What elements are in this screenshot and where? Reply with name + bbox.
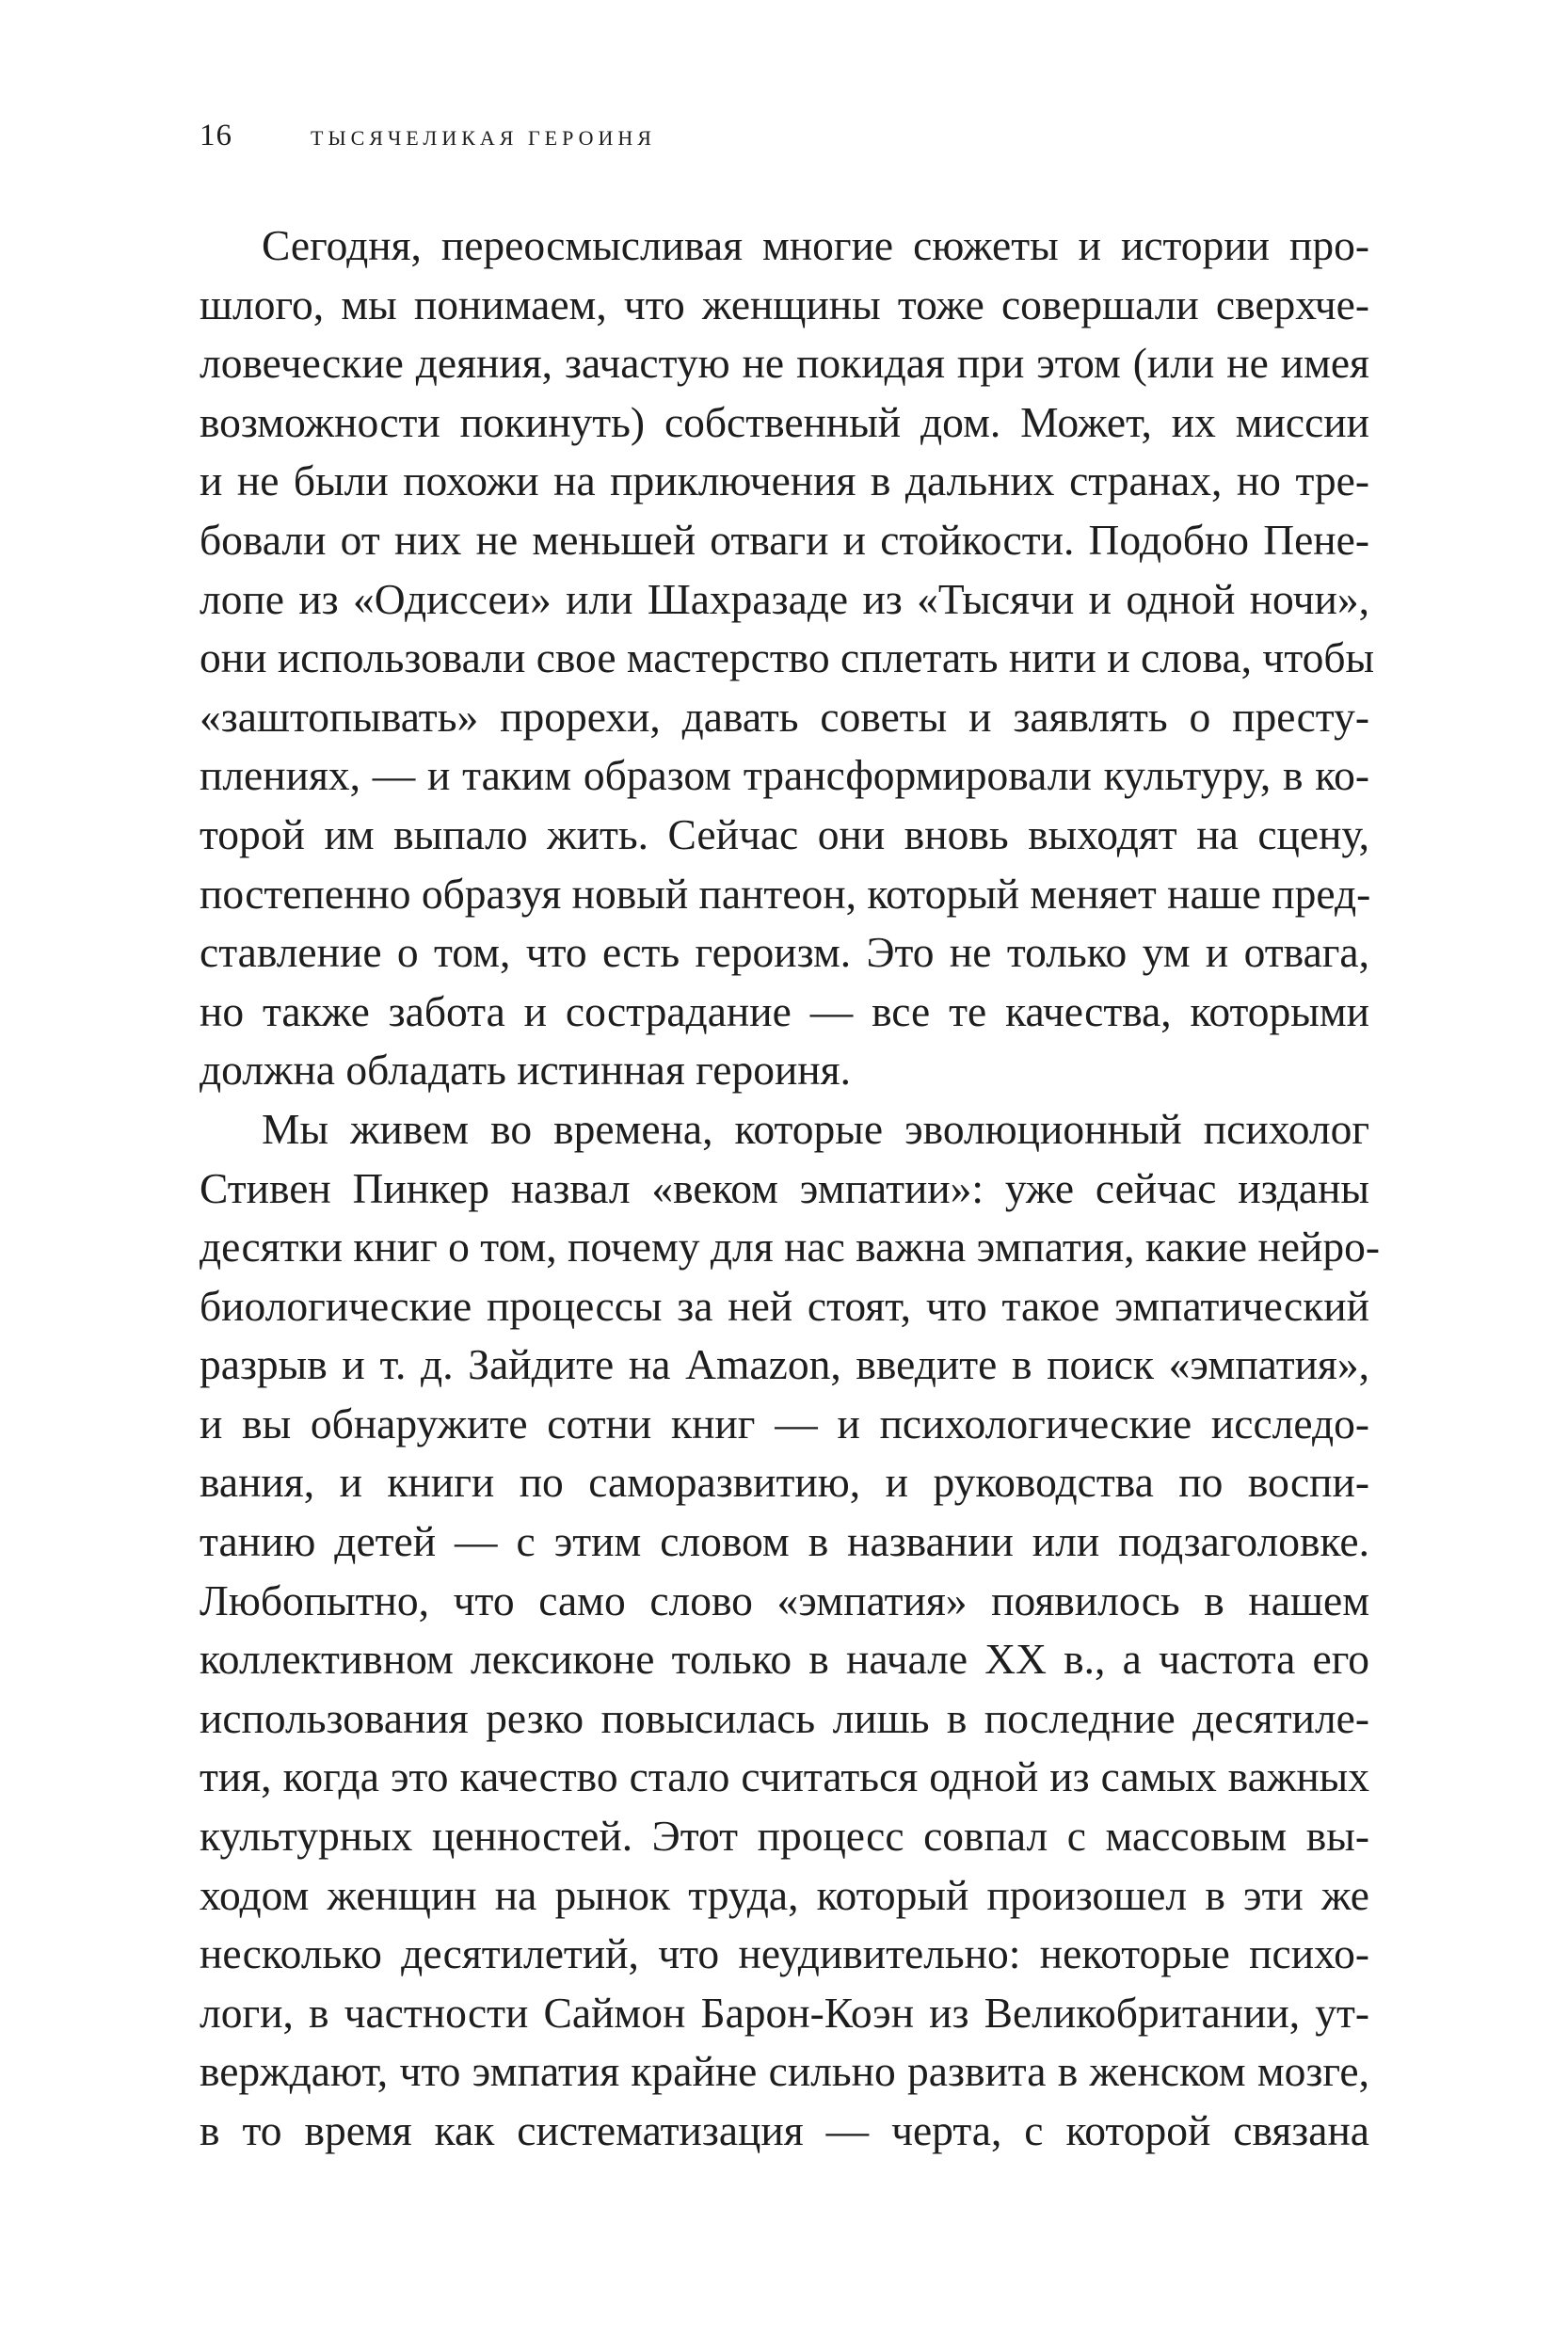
text-line: использования резко повысилась лишь в последние десятиле- [200, 1693, 1369, 1742]
text-line: и не были похожи на приключения в дальних странах, но тре- [200, 456, 1369, 505]
text-line: танию детей — с этим словом в названии или подзаголовке. [200, 1517, 1369, 1566]
text-line: тия, когда это качество стало считаться одной из самых важных [200, 1752, 1369, 1801]
text-line: должна обладать истинная героиня. [200, 1046, 851, 1095]
text-line: но также забота и сострадание — все те качества, которыми [200, 986, 1369, 1035]
text-line: плениях, — и таким образом трансформировали культуру, в ко- [200, 751, 1369, 800]
text-line: ходом женщин на рынок труда, который произошел в эти же [200, 1870, 1369, 1919]
text-line: несколько десятилетий, что неудивительно: некоторые психо- [200, 1929, 1369, 1978]
text-line: шлого, мы понимаем, что женщины тоже совершали сверхче- [200, 280, 1369, 328]
text-line: разрыв и т. д. Зайдите на Amazon, введите в поиск «эмпатия», [200, 1340, 1369, 1389]
text-line: бовали от них не меньшей отваги и стойкости. Подобно Пене- [200, 515, 1369, 564]
text-line: Мы живем во времена, которые эволюционный психолог [262, 1104, 1369, 1153]
text-line: десятки книг о том, почему для нас важна эмпатия, какие нейро- [200, 1223, 1381, 1271]
text-line: лопе из «Одиссеи» или Шахразаде из «Тысячи и одной ночи», [200, 574, 1369, 623]
text-line: биологические процессы за ней стоят, что такое эмпатический [200, 1281, 1369, 1330]
text-line: Сегодня, переосмысливая многие сюжеты и истории про- [262, 221, 1369, 269]
running-header [200, 119, 656, 156]
text-line: возможности покинуть) собственный дом. Может, их миссии [200, 397, 1369, 446]
text-line: ставление о том, что есть героизм. Это не только ум и отвага, [200, 928, 1369, 977]
text-line: вания, и книги по саморазвитию, и руководства по воспи- [200, 1458, 1369, 1507]
text-line: и вы обнаружите сотни книг — и психологические исследо- [200, 1399, 1369, 1447]
text-line: Стивен Пинкер назвал «веком эмпатии»: уже сейчас изданы [200, 1163, 1369, 1212]
text-line: культурных ценностей. Этот процесс совпал с массовым вы- [200, 1812, 1369, 1861]
text-line: они использовали свое мастерство сплетать нити и слова, чтобы [200, 633, 1375, 682]
page-number: 16 [200, 119, 232, 152]
text-line: Любопытно, что само слово «эмпатия» появилось в нашем [200, 1575, 1369, 1624]
text-line: ловеческие деяния, зачастую не покидая при этом (или не имея [200, 339, 1369, 388]
text-line: верждают, что эмпатия крайне сильно развита в женском мозге, [200, 2047, 1369, 2096]
running-title: ТЫСЯЧЕЛИКАЯ ГЕРОИНЯ [311, 126, 656, 150]
paragraph-2 [200, 1100, 1381, 2161]
paragraph-1 [200, 216, 1375, 1100]
text-line: в то время как систематизация — черта, с которой связана [200, 2106, 1369, 2154]
text-line: постепенно образуя новый пантеон, который меняет наше пред- [200, 869, 1371, 918]
body-text [200, 216, 1381, 2161]
text-line: коллективном лексиконе только в начале XX в., а частота его [200, 1635, 1369, 1684]
text-line: логи, в частности Саймон Барон-Коэн из Великобритании, ут- [200, 1988, 1369, 2037]
text-line: торой им выпало жить. Сейчас они вновь выходят на сцену, [200, 809, 1369, 858]
text-line: «заштопывать» прорехи, давать советы и заявлять о престу- [200, 692, 1369, 741]
